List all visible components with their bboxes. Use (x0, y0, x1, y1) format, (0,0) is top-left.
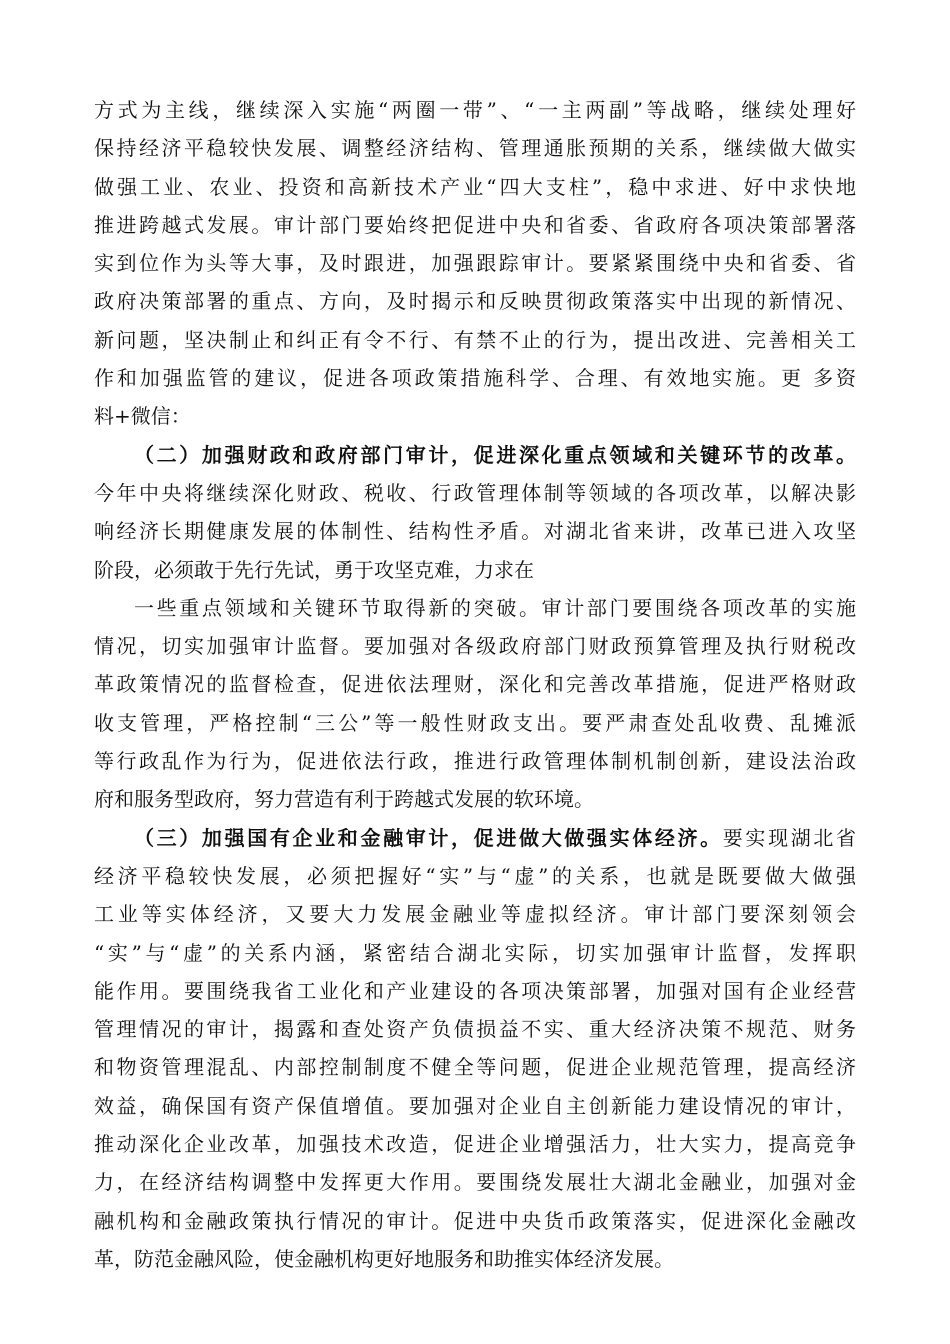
text-line: 新问题，坚决制止和纠正有令不行、有禁不止的行为，提出改进、完善相关工 (94, 327, 856, 352)
text-line: 推进跨越式发展。审计部门要始终把促进中央和省委、省政府各项决策部署落 (94, 212, 856, 237)
section-heading-2: （二）加强财政和政府部门审计，促进深化重点领域和关键环节的改革。 (134, 442, 856, 467)
text-line: “实”与“虚”的关系内涵，紧密结合湖北实际，切实加强审计监督，发挥职 (94, 940, 856, 965)
document-page (94, 91, 856, 1278)
text-line: 实到位作为头等大事，及时跟进，加强跟踪审计。要紧紧围绕中央和省委、省 (94, 251, 856, 276)
text-line: 等行政乱作为行为，促进依法行政，推进行政管理体制机制创新，建设法治政 (94, 749, 856, 774)
text-line: 今年中央将继续深化财政、税收、行政管理体制等领域的各项改革，以解决影 (94, 480, 856, 505)
text-line: 融机构和金融政策执行情况的审计。促进中央货币政策落实，促进深化金融改 (94, 1208, 856, 1233)
heading-tail-text: 要实现湖北省 (722, 825, 856, 850)
text-line: 和物资管理混乱、内部控制制度不健全等问题，促进企业规范管理，提高经济 (94, 1055, 856, 1080)
text-line: 工业等实体经济，又要大力发展金融业等虚拟经济。审计部门要深刻领会 (94, 902, 856, 927)
paragraph-4 (94, 819, 856, 1279)
text-line: 府和服务型政府，努力营造有利于跨越式发展的软环境。 (94, 787, 594, 812)
paragraph-3 (94, 589, 856, 819)
text-line: 革政策情况的监督检查，促进依法理财，深化和完善改革措施，促进严格财政 (94, 672, 856, 697)
text-line: 革，防范金融风险，使金融机构更好地服务和助推实体经济发展。 (94, 1246, 674, 1271)
text-line: 作和加强监管的建议，促进各项政策措施科学、合理、有效地实施。更 多资 (94, 366, 856, 391)
paragraph-2 (94, 436, 856, 589)
text-line: 力，在经济结构调整中发挥更大作用。要围绕发展壮大湖北金融业，加强对金 (94, 1170, 856, 1195)
text-line: 收支管理，严格控制“三公”等一般性财政支出。要严肃查处乱收费、乱摊派 (94, 710, 856, 735)
text-line: 推动深化企业改革，加强技术改造，促进企业增强活力，壮大实力，提高竞争 (94, 1132, 856, 1157)
text-line: 料+微信： (94, 404, 191, 429)
text-line: 阶段，必须敢于先行先试，勇于攻坚克难，力求在 (94, 557, 534, 582)
text-line: 经济平稳较快发展，必须把握好“实”与“虚”的关系，也就是既要做大做强 (94, 863, 856, 888)
text-line: 情况，切实加强审计监督。要加强对各级政府部门财政预算管理及执行财税改 (94, 634, 856, 659)
text-line: 管理情况的审计，揭露和查处资产负债损益不实、重大经济决策不规范、财务 (94, 1017, 856, 1042)
text-line: 方式为主线，继续深入实施“两圈一带”、“一主两副”等战略，继续处理好 (94, 98, 856, 122)
text-line: 保持经济平稳较快发展、调整经济结构、管理通胀预期的关系，继续做大做实 (94, 136, 856, 161)
paragraph-1 (94, 91, 856, 436)
text-line: 做强工业、农业、投资和高新技术产业“四大支柱”，稳中求进、好中求快地 (94, 174, 856, 199)
heading-line (94, 819, 856, 857)
text-line: 一些重点领域和关键环节取得新的突破。审计部门要围绕各项改革的实施 (134, 595, 856, 620)
section-heading-3: （三）加强国有企业和金融审计，促进做大做强实体经济。 (134, 825, 723, 850)
text-line: 能作用。要围绕我省工业化和产业建设的各项决策部署，加强对国有企业经营 (94, 978, 856, 1003)
text-line: 响经济长期健康发展的体制性、结构性矛盾。对湖北省来讲，改革已进入攻坚 (94, 519, 856, 544)
text-line: 效益，确保国有资产保值增值。要加强对企业自主创新能力建设情况的审计， (94, 1093, 856, 1118)
text-line: 政府决策部署的重点、方向，及时揭示和反映贯彻政策落实中出现的新情况、 (94, 289, 856, 314)
